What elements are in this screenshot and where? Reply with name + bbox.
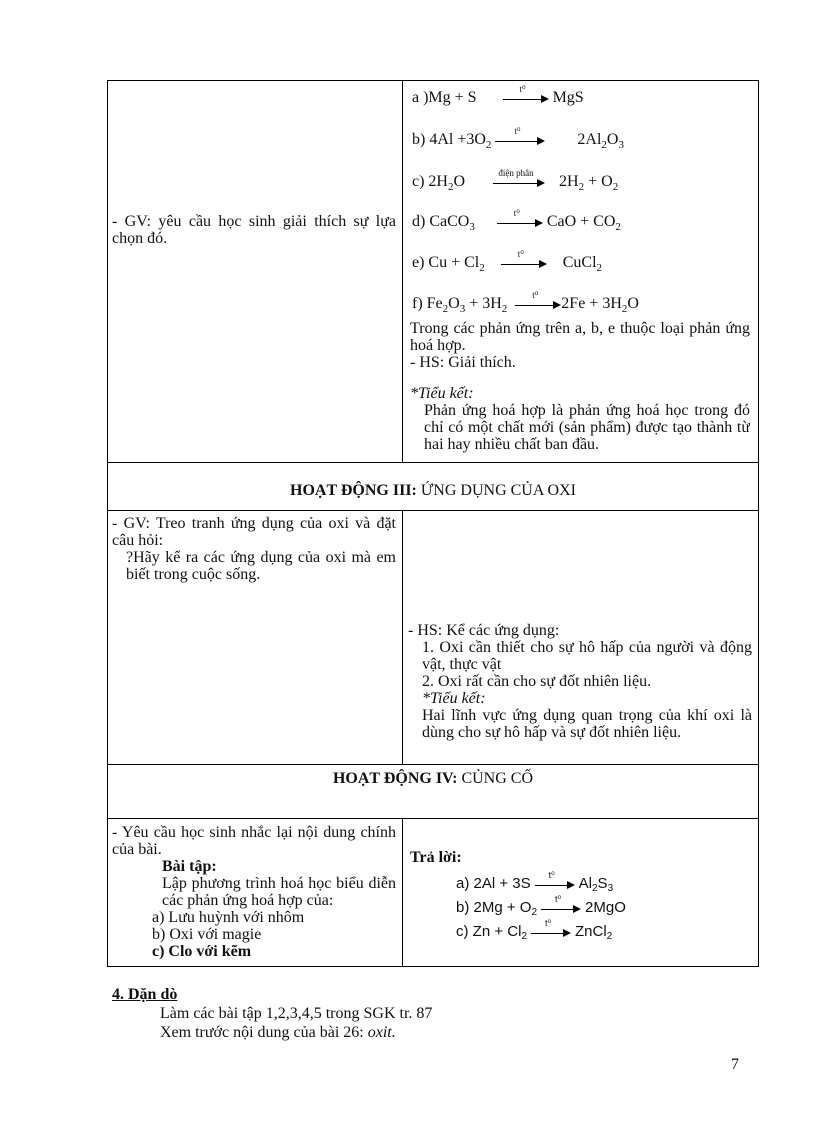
conclusion-block: Trong các phản ứng trên a, b, e thuộc loại phản ứng hoá hợp. - HS: Giải thích. *Tiểu kết: Phản ứng hoá hợp là phản ứng hoá học trong đó chỉ có một chất mới (sản phẩm) được tạo thành từ hai hay nhiều chất ban đầu. [410, 320, 750, 453]
student-answer: - HS: Kể các ứng dụng: 1. Oxi cần thiết cho sự hô hấp của người và động vật, thực vật 2. Oxi rất cần cho sự đốt nhiên liệu. *Tiểu kết: Hai lĩnh vực ứng dụng quan trọng của khí oxi là dùng cho sự hô hấp và sự đốt nhiên liệu. [408, 622, 752, 741]
answer-b: b) $2Mg + O_2$ t⁰ 2MgO [456, 894, 626, 918]
answer-a: a) 2Al + 3S t⁰ $Al_2S_3$ [456, 870, 614, 894]
row-divider [107, 818, 759, 819]
reaction-arrow-icon: t⁰ [535, 877, 575, 891]
reaction-arrow-icon: t⁰ [515, 297, 561, 311]
table-top-border [107, 80, 759, 81]
row-divider [107, 764, 759, 765]
answer-title: Trả lời: [410, 849, 462, 866]
equation-e: e) $Cu + Cl_2$ t⁰ CuCl$_2$ [412, 249, 603, 274]
teacher-instruction: - GV: yêu cầu học sinh giải thích sự lựa chọn đó. [112, 213, 396, 247]
page-number: 7 [731, 1056, 739, 1073]
reaction-arrow-icon: t⁰ [497, 215, 543, 229]
reaction-arrow-icon: t⁰ [501, 256, 547, 270]
equation-f: f) $Fe_2O_3 + 3H_2$ t⁰ $2Fe + 3H_2O$ [412, 290, 639, 315]
equation-c: c) $2H_2O$ điện phân $2H_2 + O_2$ [412, 168, 619, 193]
reaction-arrow-icon: t⁰ [503, 91, 549, 105]
reaction-arrow-icon: t⁰ [531, 925, 571, 939]
equation-a: a )Mg + S t⁰ MgS [412, 84, 584, 106]
exercise-block: - Yêu cầu học sinh nhắc lại nội dung chính của bài. Bài tập: Lập phương trình hoá học biểu diễn các phản ứng hoá hợp của: a) Lưu huỳnh với nhôm b) Oxi với magie c) Clo với kẽm [112, 824, 396, 960]
table-bottom-border [107, 966, 759, 967]
answer-c: c) $Zn + Cl_2$ t⁰ ZnCl$_2$ [456, 918, 613, 942]
teacher-question: - GV: Treo tranh ứng dụng của oxi và đặt câu hỏi: ?Hãy kể ra các ứng dụng của oxi mà em biết trong cuộc sống. [112, 515, 396, 583]
reaction-arrow-icon: t⁰ [541, 901, 581, 915]
column-divider [402, 510, 403, 765]
table-right-border [758, 80, 759, 967]
homework-title: 4. Dặn dò [112, 986, 178, 1003]
activity-4-heading: HOẠT ĐỘNG IV: CỦNG CỐ [332, 770, 534, 787]
homework-line-2: Xem trước nội dung của bài 26: oxit. [160, 1024, 396, 1041]
equation-d: d) CaCO$_3$ t⁰ CaO + $CO_2$ [412, 208, 621, 233]
row-divider [107, 462, 759, 463]
row-divider [107, 510, 759, 511]
reaction-arrow-icon: t⁰ [495, 133, 545, 147]
homework-line-1: Làm các bài tập 1,2,3,4,5 trong SGK tr. 87 [160, 1005, 433, 1022]
column-divider [402, 80, 403, 463]
equation-b: b) $4Al +3O_2$ t⁰ $2Al_2O_3$ [412, 126, 624, 151]
activity-3-heading: HOẠT ĐỘNG III: ỨNG DỤNG CỦA OXI [290, 482, 576, 499]
reaction-arrow-icon: điện phân [493, 175, 545, 189]
table-left-border [107, 80, 108, 967]
column-divider [402, 818, 403, 967]
